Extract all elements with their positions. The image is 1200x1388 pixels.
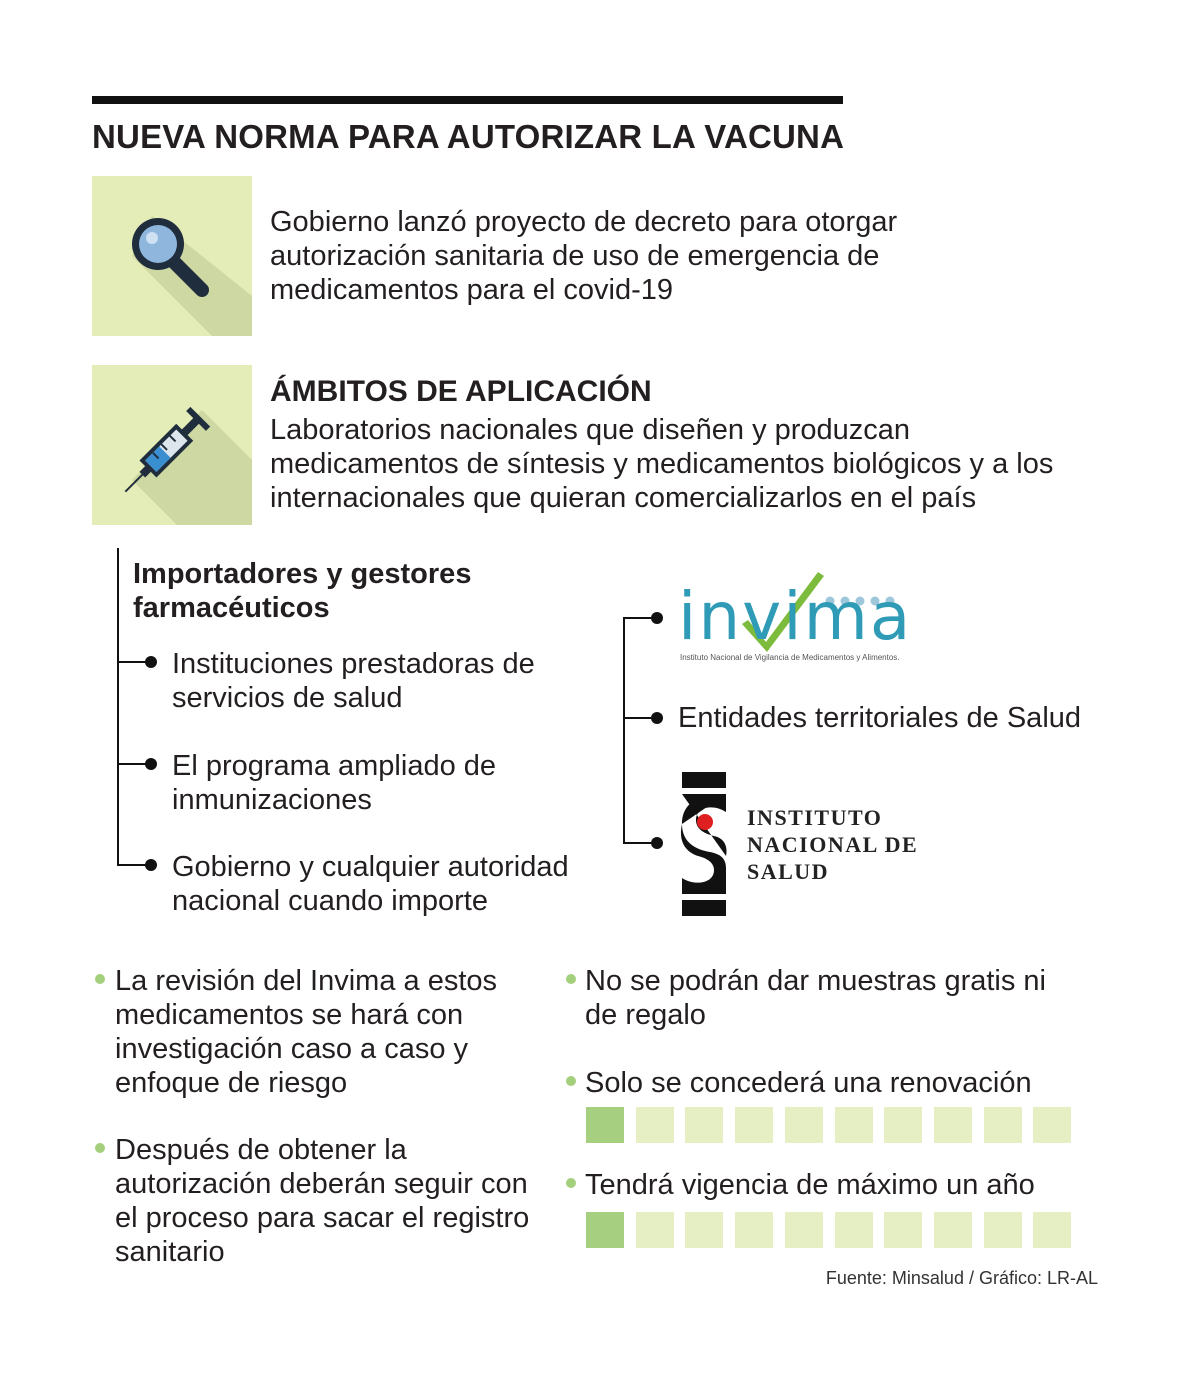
tree-node (651, 712, 663, 724)
meter-square-empty (934, 1212, 972, 1248)
bullet-dot (95, 974, 105, 984)
meter-square-filled (586, 1107, 624, 1143)
importers-heading: Importadores y gestores farmacéuticos (133, 558, 472, 624)
vigencia-bar (586, 1212, 1074, 1248)
meter-square-empty (835, 1212, 873, 1248)
right-tree-line (623, 617, 625, 843)
bullet-dot (95, 1143, 105, 1153)
magnifier-icon (92, 176, 252, 336)
meter-square-filled (586, 1212, 624, 1248)
title-rule (92, 96, 843, 104)
bullet-dot (566, 1178, 576, 1188)
importer-item: Gobierno y cualquier autoridad nacional cuando importe (172, 851, 569, 917)
invima-logo (678, 568, 928, 668)
meter-square-empty (835, 1107, 873, 1143)
meter-square-empty (934, 1107, 972, 1143)
meter-square-empty (685, 1107, 723, 1143)
meter-square-empty (984, 1212, 1022, 1248)
entidades-item: Entidades territoriales de Salud (678, 702, 1082, 734)
meter-square-empty (636, 1107, 674, 1143)
meter-square-empty (884, 1107, 922, 1143)
intro-text: Gobierno lanzó proyecto de decreto para otorgar autorización sanitaria de uso de emergencia de medicamentos para el covid-19 (270, 206, 898, 306)
source-credit: Fuente: Minsalud / Gráfico: LR-AL (825, 1268, 1098, 1288)
tree-node (145, 656, 157, 668)
meter-square-empty (735, 1107, 773, 1143)
meter-square-empty (785, 1212, 823, 1248)
ins-line1: INSTITUTO (747, 805, 883, 830)
ins-line2: NACIONAL DE (747, 832, 919, 857)
meter-square-empty (685, 1212, 723, 1248)
ambitos-text: Laboratorios nacionales que diseñen y produzcan medicamentos de síntesis y medicamentos biológicos y a los internacionales que quieran comercializarlos en el país (270, 414, 1054, 514)
renovacion-bar (586, 1107, 1074, 1143)
note-item: Después de obtener la autorización deberán seguir con el proceso para sacar el registro sanitario (115, 1134, 530, 1268)
meter-square-empty (1033, 1212, 1071, 1248)
note-renovacion: Solo se concederá una renovación (585, 1067, 1032, 1099)
bullet-dot (566, 1076, 576, 1086)
note-item: La revisión del Invima a estos medicamentos se hará con investigación caso a caso y enfoque de riesgo (115, 965, 498, 1099)
invima-logo-text: invima (678, 578, 913, 655)
ins-line3: SALUD (747, 859, 830, 884)
note-vigencia: Tendrá vigencia de máximo un año (585, 1169, 1035, 1201)
ins-logo-mark (680, 772, 740, 916)
tree-node (145, 758, 157, 770)
meter-square-empty (884, 1212, 922, 1248)
meter-square-empty (735, 1212, 773, 1248)
left-tree-line (117, 548, 119, 866)
syringe-icon (92, 365, 252, 525)
tree-node (145, 859, 157, 871)
bullet-dot (566, 974, 576, 984)
meter-square-empty (636, 1212, 674, 1248)
page-title: NUEVA NORMA PARA AUTORIZAR LA VACUNA (92, 118, 845, 155)
ins-logo-text (747, 804, 918, 885)
importer-item: El programa ampliado de inmunizaciones (172, 750, 497, 816)
importer-item: Instituciones prestadoras de servicios de salud (172, 648, 535, 714)
ambitos-heading: ÁMBITOS DE APLICACIÓN (270, 375, 652, 408)
tree-node (651, 837, 663, 849)
meter-square-empty (984, 1107, 1022, 1143)
tree-node (651, 612, 663, 624)
meter-square-empty (785, 1107, 823, 1143)
meter-square-empty (1033, 1107, 1071, 1143)
note-muestras: No se podrán dar muestras gratis ni de regalo (585, 965, 1046, 1031)
invima-subtitle: Instituto Nacional de Vigilancia de Medicamentos y Alimentos. (680, 653, 900, 662)
